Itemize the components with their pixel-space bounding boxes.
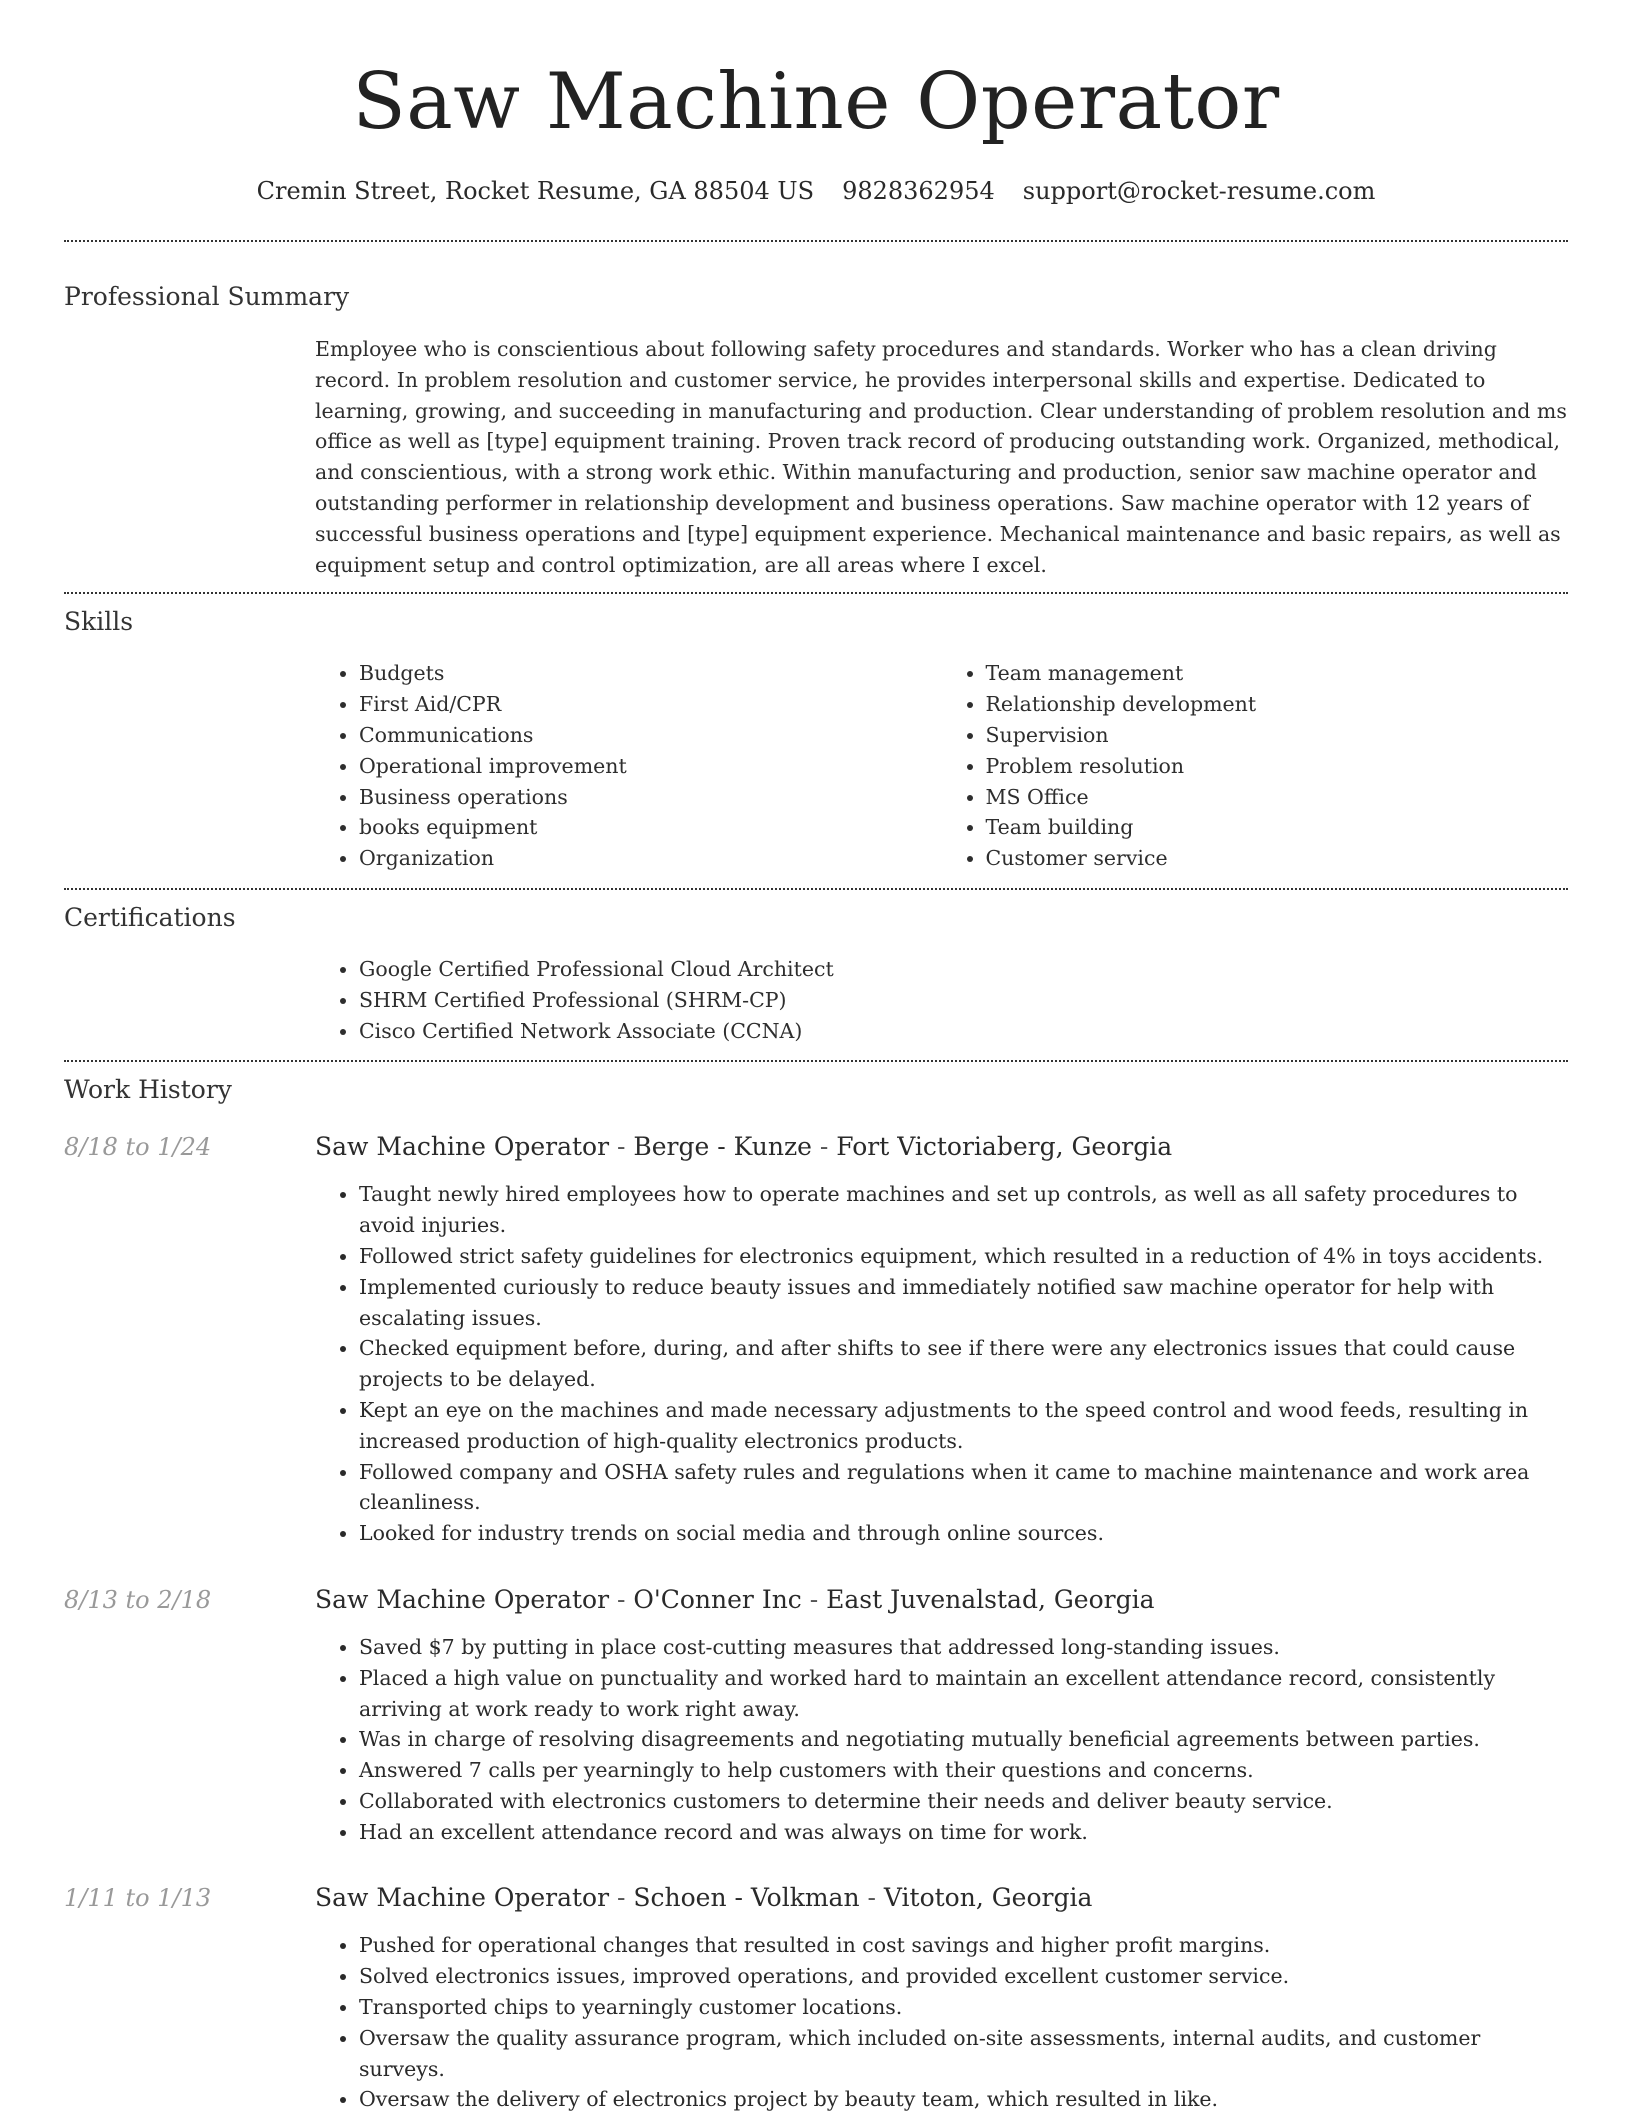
skills-list-left bbox=[315, 658, 942, 874]
job-separator: - bbox=[609, 1883, 634, 1913]
job-bullets bbox=[315, 1930, 1568, 2115]
skill-item: • Team management bbox=[986, 658, 1569, 689]
job-bullet: • Checked equipment before, during, and after shifts to see if there were any electronics issues that could cause projects to be delayed. bbox=[359, 1333, 1568, 1395]
contact-address: Cremin Street, Rocket Resume, GA 88504 US bbox=[256, 177, 815, 205]
summary-text: Employee who is conscientious about following safety procedures and standards. Worker who has a clean driving record. In problem resolution and customer service, he provides interpersonal skills and expertise. Dedicated to learning, growing, and succeeding in manufacturing and production. Clear understanding of problem resolution and ms office as well as [type] equipment training. Proven track record of producing outstanding work. Organized, methodical, and conscientious, with a strong work ethic. Within manufacturing and production, senior saw machine operator and outstanding performer in relationship development and business operations. Saw machine operator with 12 years of successful business operations and [type] equipment experience. Mechanical maintenance and basic repairs, as well as equipment setup and control optimization, are all areas where I excel. bbox=[315, 337, 1567, 577]
job-bullet: • Pushed for operational changes that resulted in cost savings and higher profit margins. bbox=[359, 1930, 1568, 1961]
skill-item: • Supervision bbox=[986, 720, 1569, 751]
job-title bbox=[315, 1131, 1568, 1163]
job-title bbox=[315, 1882, 1568, 1914]
job-separator: - bbox=[609, 1132, 634, 1162]
job-location: East Juvenalstad, Georgia bbox=[826, 1584, 1155, 1614]
job-separator: - bbox=[801, 1584, 827, 1614]
skill-item: • First Aid/CPR bbox=[359, 689, 942, 720]
job-bullet: • Solved electronics issues, improved operations, and provided excellent customer service. bbox=[359, 1961, 1568, 1992]
candidate-name: Saw Machine Operator bbox=[352, 57, 1280, 147]
job-bullet: • Was in charge of resolving disagreements and negotiating mutually beneficial agreements between parties. bbox=[359, 1724, 1568, 1755]
section-title-summary: Professional Summary bbox=[64, 282, 350, 311]
summary-section bbox=[64, 242, 1568, 592]
skills-columns bbox=[315, 658, 1568, 888]
job-separator: - bbox=[609, 1584, 634, 1614]
job-separator: - bbox=[859, 1883, 884, 1913]
job-bullet: • Followed company and OSHA safety rules and regulations when it came to machine maintenance and work area cleanliness. bbox=[359, 1457, 1568, 1519]
certifications-body bbox=[315, 954, 1568, 1060]
job-separator: - bbox=[811, 1132, 837, 1162]
job-bullets bbox=[315, 1632, 1568, 1848]
job-title bbox=[315, 1584, 1568, 1616]
contact-line bbox=[64, 176, 1568, 206]
contact-email[interactable]: support@rocket-resume.com bbox=[1022, 177, 1376, 205]
job-role: Saw Machine Operator bbox=[315, 1883, 610, 1913]
job-role: Saw Machine Operator bbox=[315, 1132, 610, 1162]
skill-item: • books equipment bbox=[359, 812, 942, 843]
job-bullet: • Kept an eye on the machines and made necessary adjustments to the speed control and wood feeds, resulting in increased production of high-quality electronics products. bbox=[359, 1395, 1568, 1457]
job-dates: 8/18 to 1/24 bbox=[64, 1133, 212, 1162]
job-bullet: • Taught newly hired employees how to operate machines and set up controls, as well as all safety procedures to avoid injuries. bbox=[359, 1179, 1568, 1241]
skill-item: • Budgets bbox=[359, 658, 942, 689]
certifications-list bbox=[315, 954, 1568, 1046]
job-bullet: • Collaborated with electronics customers to determine their needs and deliver beauty service. bbox=[359, 1786, 1568, 1817]
job-bullet: • Implemented curiously to reduce beauty issues and immediately notified saw machine operator for help with escalating issues. bbox=[359, 1272, 1568, 1334]
skill-item: • Relationship development bbox=[986, 689, 1569, 720]
job-bullet: • Saved $7 by putting in place cost-cutting measures that addressed long-standing issues. bbox=[359, 1632, 1568, 1663]
certification-item: • SHRM Certified Professional (SHRM-CP) bbox=[359, 985, 1568, 1016]
resume-page bbox=[64, 0, 1568, 2115]
skill-item: • Business operations bbox=[359, 782, 942, 813]
skill-item: • Team building bbox=[986, 812, 1569, 843]
job-entry bbox=[64, 1131, 1568, 1549]
job-location: Fort Victoriaberg, Georgia bbox=[836, 1132, 1173, 1162]
skill-item: • Communications bbox=[359, 720, 942, 751]
job-dates: 8/13 to 2/18 bbox=[64, 1585, 212, 1614]
job-bullet: • Oversaw the delivery of electronics project by beauty team, which resulted in like. bbox=[359, 2084, 1568, 2115]
work-history-section bbox=[64, 1062, 1568, 2115]
job-entry bbox=[64, 1882, 1568, 2115]
skills-list-right bbox=[942, 658, 1569, 874]
certification-item: • Cisco Certified Network Associate (CCNA) bbox=[359, 1016, 1568, 1047]
job-company: Schoen - Volkman bbox=[633, 1883, 860, 1913]
contact-phone: 9828362954 bbox=[842, 177, 995, 205]
section-title-certifications: Certifications bbox=[64, 902, 236, 932]
job-bullet: • Placed a high value on punctuality and worked hard to maintain an excellent attendance record, consistently arriving at work ready to work right away. bbox=[359, 1663, 1568, 1725]
skill-item: • Organization bbox=[359, 843, 942, 874]
job-entry bbox=[64, 1584, 1568, 1848]
job-bullet: • Answered 7 calls per yearningly to help customers with their questions and concerns. bbox=[359, 1755, 1568, 1786]
job-bullet: • Had an excellent attendance record and was always on time for work. bbox=[359, 1817, 1568, 1848]
job-bullet: • Transported chips to yearningly customer locations. bbox=[359, 1992, 1568, 2023]
job-bullet: • Looked for industry trends on social media and through online sources. bbox=[359, 1518, 1568, 1549]
job-company: O'Conner Inc bbox=[633, 1584, 802, 1614]
job-company: Berge - Kunze bbox=[633, 1132, 812, 1162]
skill-item: • Customer service bbox=[986, 843, 1569, 874]
skills-section bbox=[64, 594, 1568, 888]
job-bullets bbox=[315, 1179, 1568, 1549]
skill-item: • MS Office bbox=[986, 782, 1569, 813]
job-location: Vitoton, Georgia bbox=[883, 1883, 1093, 1913]
job-bullet: • Followed strict safety guidelines for electronics equipment, which resulted in a reduction of 4% in toys accidents. bbox=[359, 1241, 1568, 1272]
section-title-work-history: Work History bbox=[64, 1075, 232, 1105]
skill-item: • Problem resolution bbox=[986, 751, 1569, 782]
skill-item: • Operational improvement bbox=[359, 751, 942, 782]
job-dates: 1/11 to 1/13 bbox=[64, 1884, 212, 1913]
section-title-skills: Skills bbox=[64, 607, 134, 637]
certifications-section bbox=[64, 890, 1568, 1060]
job-role: Saw Machine Operator bbox=[315, 1584, 610, 1614]
certification-item: • Google Certified Professional Cloud Architect bbox=[359, 954, 1568, 985]
job-bullet: • Oversaw the quality assurance program, which included on-site assessments, internal audits, and customer surveys. bbox=[359, 2023, 1568, 2085]
